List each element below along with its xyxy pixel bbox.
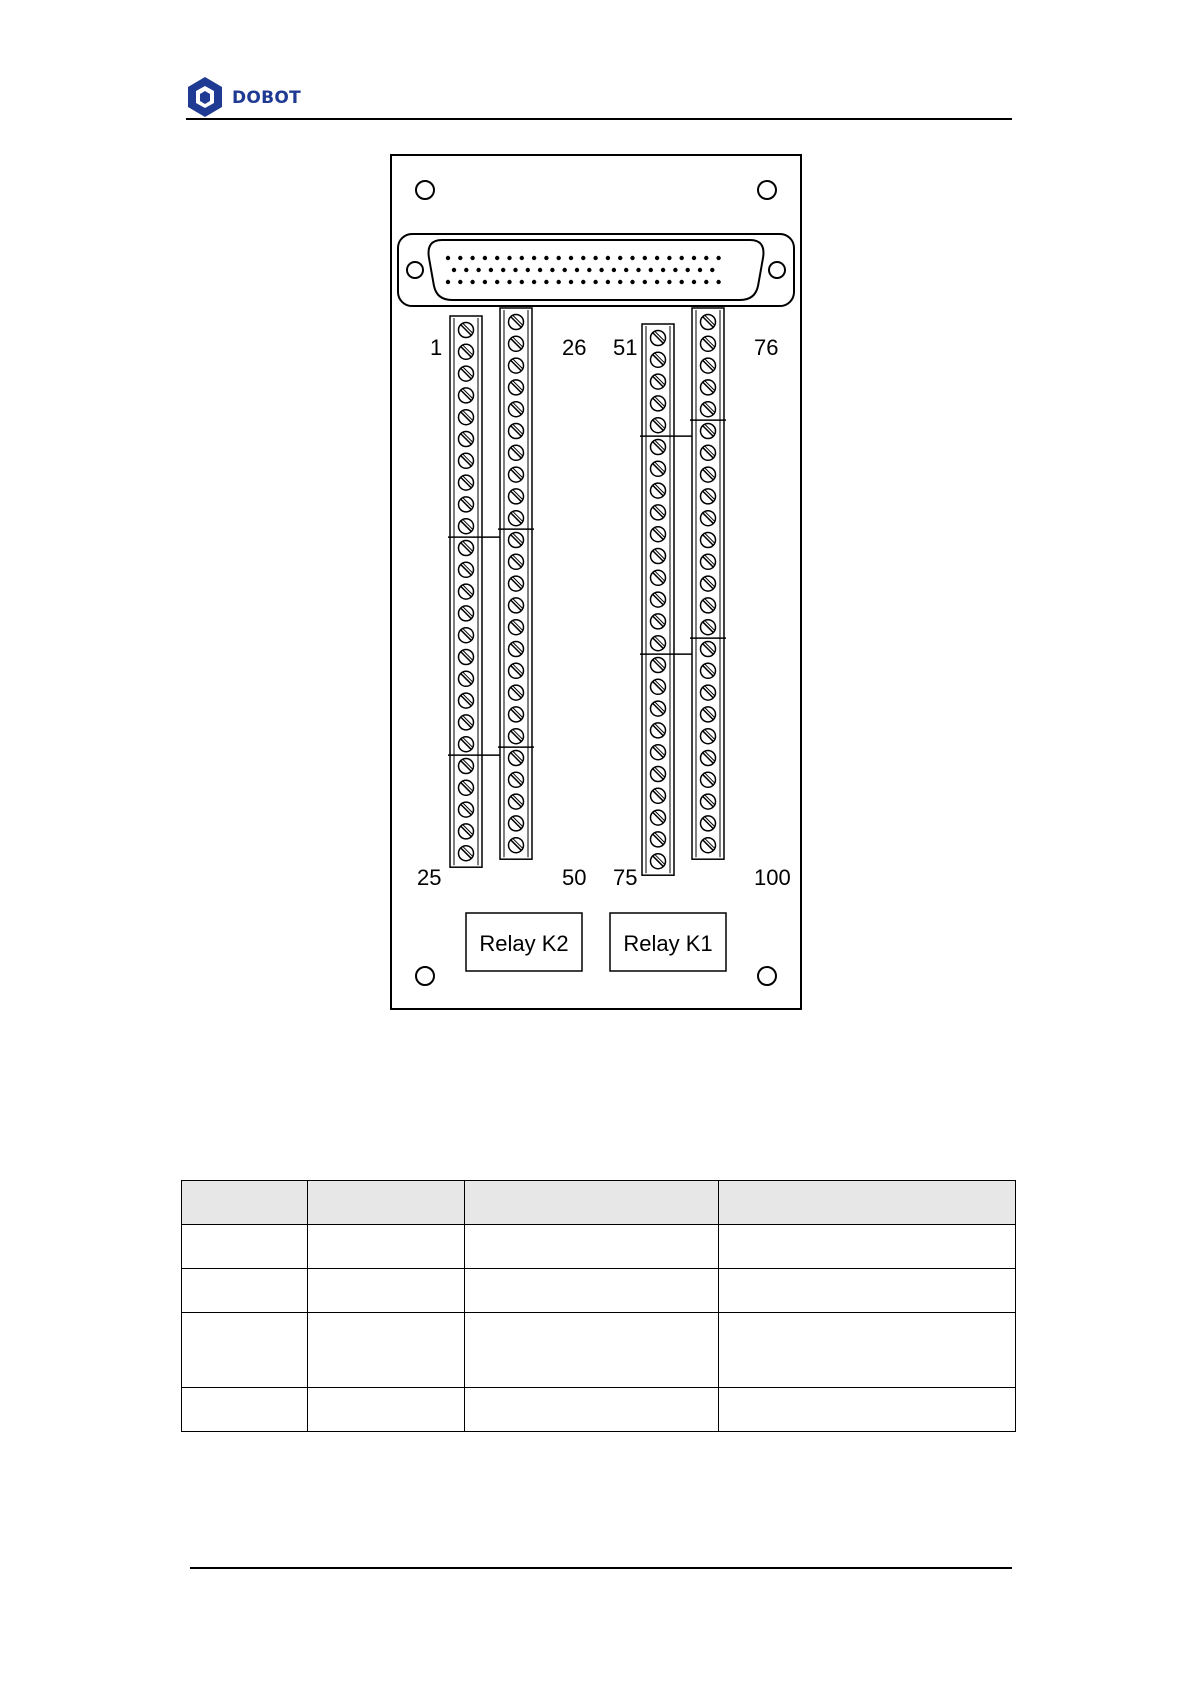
connector-pin [569, 280, 573, 284]
connector-pin [630, 256, 634, 260]
connector-pin [557, 280, 561, 284]
page-header [186, 76, 1012, 122]
table-row [182, 1388, 1016, 1432]
connector-pin [624, 268, 628, 272]
connector-pin [606, 280, 610, 284]
connector-pin [587, 268, 591, 272]
connector-pin [643, 256, 647, 260]
table-cell [719, 1225, 1016, 1269]
connector-pin [716, 280, 720, 284]
terminal-label-100: 100 [754, 865, 791, 890]
connector-pin [680, 280, 684, 284]
connector-pin [446, 280, 450, 284]
connector-pin [704, 256, 708, 260]
connector-pin [532, 256, 536, 260]
connector-pin [476, 268, 480, 272]
connector-pin [483, 280, 487, 284]
mounting-hole-top-right [758, 181, 776, 199]
connector-pin [716, 256, 720, 260]
connector-pin [686, 268, 690, 272]
table-cell [465, 1313, 719, 1388]
connector-pin [495, 256, 499, 260]
board-drawing [390, 154, 802, 1010]
connector-pin [446, 256, 450, 260]
connector-pin [464, 268, 468, 272]
terminal-label-25: 25 [417, 865, 442, 890]
connector-pin [520, 256, 524, 260]
connector-pin [458, 256, 462, 260]
connector-pin [569, 256, 573, 260]
connector-pin [501, 268, 505, 272]
connector-pin [581, 280, 585, 284]
connector-pin [513, 268, 517, 272]
brand-name: DOBOT [232, 88, 302, 108]
relay-k1-label: Relay K1 [623, 931, 713, 956]
connector-pin [618, 280, 622, 284]
terminal-label-1: 1 [430, 335, 443, 360]
connector-pin [532, 280, 536, 284]
connector-pin [710, 268, 714, 272]
table-cell [719, 1388, 1016, 1432]
connector-pin [692, 256, 696, 260]
table-cell [308, 1225, 465, 1269]
relay-k2-label: Relay K2 [479, 931, 569, 956]
mounting-hole-bottom-right [758, 967, 776, 985]
connector-pin [661, 268, 665, 272]
connector-pin [698, 268, 702, 272]
connector-pin [520, 280, 524, 284]
terminal-label-51: 51 [613, 335, 638, 360]
connector-pin [643, 280, 647, 284]
connector-pin [692, 280, 696, 284]
connector-pin [606, 256, 610, 260]
connector-pin [470, 256, 474, 260]
terminal-label-50: 50 [562, 865, 587, 890]
table-header-cell [182, 1181, 308, 1225]
connector-pin [458, 280, 462, 284]
table-cell [465, 1388, 719, 1432]
spec-table [181, 1180, 1016, 1432]
connector-pin [667, 256, 671, 260]
table-cell [719, 1269, 1016, 1313]
connector-pin [655, 256, 659, 260]
table-cell [719, 1313, 1016, 1388]
connector-pin [507, 280, 511, 284]
table-cell [182, 1313, 308, 1388]
header-divider [186, 118, 1012, 120]
mounting-hole-bottom-left [416, 967, 434, 985]
connector-pin [636, 268, 640, 272]
table-cell [308, 1269, 465, 1313]
table-row [182, 1269, 1016, 1313]
table-header-row [182, 1181, 1016, 1225]
terminal-label-76: 76 [754, 335, 779, 360]
connector-pin [655, 280, 659, 284]
table-cell [182, 1269, 308, 1313]
connector-pin [526, 268, 530, 272]
connector-pin [667, 280, 671, 284]
connector-pin [483, 256, 487, 260]
connector-pin [575, 268, 579, 272]
connector-pin [630, 280, 634, 284]
connector-pin [489, 268, 493, 272]
table-header-cell [308, 1181, 465, 1225]
table-row [182, 1313, 1016, 1388]
table-header-cell [719, 1181, 1016, 1225]
connector-pin [593, 256, 597, 260]
table-cell [308, 1388, 465, 1432]
connector-pin [538, 268, 542, 272]
connector-pin [673, 268, 677, 272]
connector-pin [507, 256, 511, 260]
dobot-logo-icon [186, 76, 224, 118]
connector-pin [618, 256, 622, 260]
terminal-label-26: 26 [562, 335, 587, 360]
terminal-label-75: 75 [613, 865, 638, 890]
connector-pin [550, 268, 554, 272]
connector-pin [557, 256, 561, 260]
footer-divider [190, 1567, 1012, 1569]
table-cell [182, 1388, 308, 1432]
mounting-hole-top-left [416, 181, 434, 199]
connector-pin [680, 256, 684, 260]
table-cell [308, 1313, 465, 1388]
connector-pin [649, 268, 653, 272]
connector-pin [495, 280, 499, 284]
table-row [182, 1225, 1016, 1269]
table-cell [465, 1269, 719, 1313]
connector-pin [612, 268, 616, 272]
connector-pin [581, 256, 585, 260]
connector-pin [599, 268, 603, 272]
connector-pin [593, 280, 597, 284]
table-cell [465, 1225, 719, 1269]
connector-pin [544, 256, 548, 260]
table-header-cell [465, 1181, 719, 1225]
connector-pin [452, 268, 456, 272]
connector-pin [704, 280, 708, 284]
table-cell [182, 1225, 308, 1269]
connector-pin [544, 280, 548, 284]
terminal-board-diagram [390, 154, 802, 1010]
connector-pin [470, 280, 474, 284]
connector-pin [563, 268, 567, 272]
